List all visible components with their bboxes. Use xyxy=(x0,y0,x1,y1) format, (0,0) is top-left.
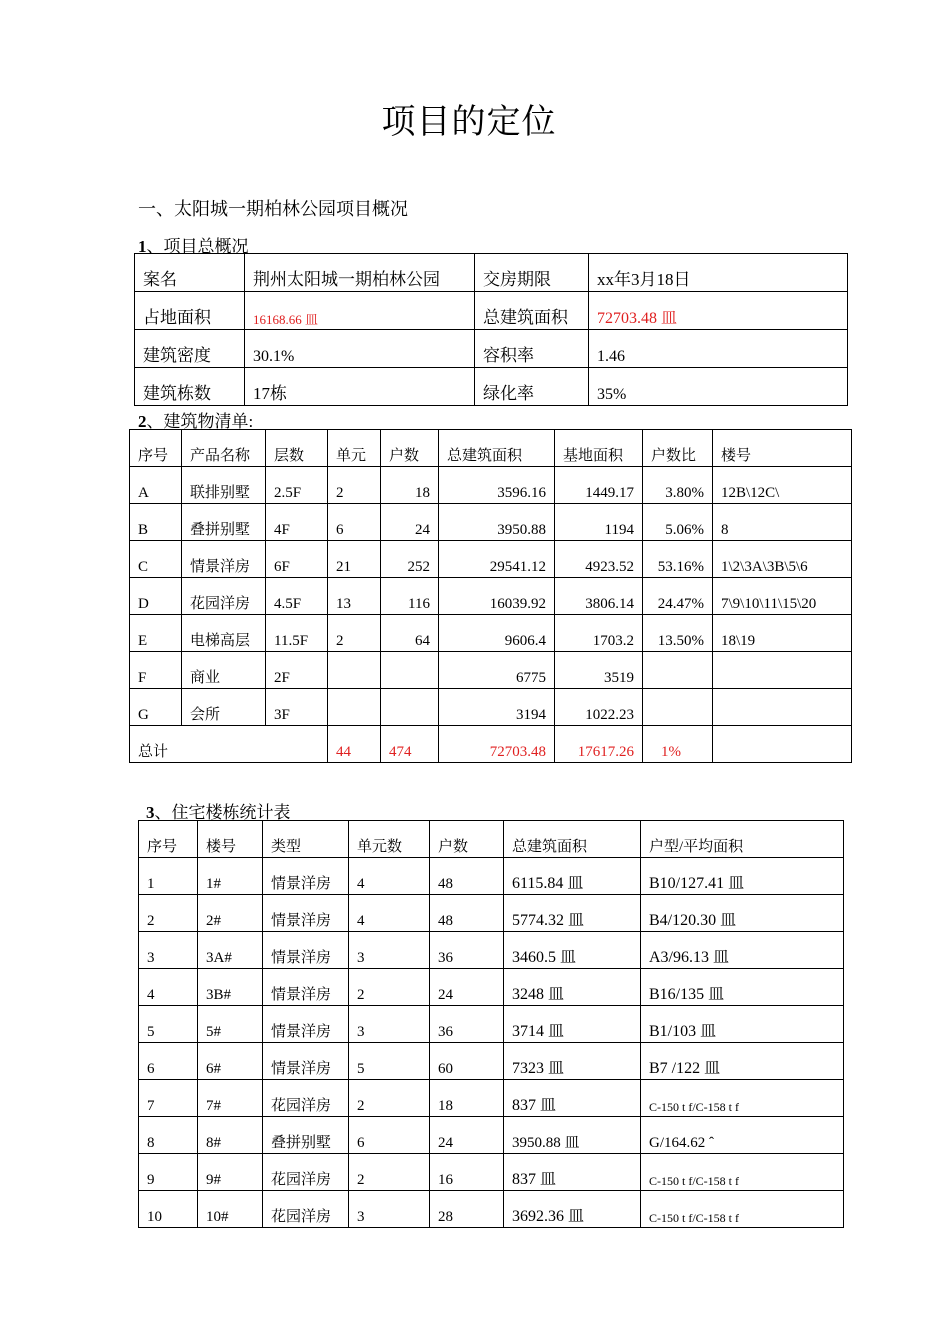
table-cell xyxy=(643,652,713,689)
table-cell: 48 xyxy=(430,858,504,895)
table-row xyxy=(139,1154,844,1191)
subsection-heading-residential: 3、住宅楼栋统计表 xyxy=(146,803,291,822)
table-cell: C-150 t f/C-158 t f xyxy=(641,1191,844,1228)
table-cell: 3 xyxy=(349,1191,430,1228)
table-cell: 5 xyxy=(139,1006,198,1043)
table-cell xyxy=(713,726,852,763)
table-cell: 8# xyxy=(198,1117,263,1154)
table-cell: B10/127.41 皿 xyxy=(641,858,844,895)
column-header: 总建筑面积 xyxy=(439,430,555,467)
table-cell: A xyxy=(130,467,182,504)
table-cell: 24 xyxy=(430,1117,504,1154)
table-cell: 6 xyxy=(139,1043,198,1080)
table-cell: 3F xyxy=(266,689,328,726)
table-cell: 1# xyxy=(198,858,263,895)
table-cell: 13.50% xyxy=(643,615,713,652)
table-cell: E xyxy=(130,615,182,652)
table-cell: 5 xyxy=(349,1043,430,1080)
table-cell: 24 xyxy=(430,969,504,1006)
table-total-row xyxy=(130,726,852,763)
table-cell: 53.16% xyxy=(643,541,713,578)
table-cell: 24 xyxy=(381,504,439,541)
table-cell: 11.5F xyxy=(266,615,328,652)
table-cell: 36 xyxy=(430,932,504,969)
table-cell: 44 xyxy=(328,726,381,763)
table-cell: 7# xyxy=(198,1080,263,1117)
table-header-row xyxy=(130,430,852,467)
table-cell: D xyxy=(130,578,182,615)
building-list-table xyxy=(129,429,852,763)
table-cell: 2# xyxy=(198,895,263,932)
column-header: 单元数 xyxy=(349,821,430,858)
residential-buildings-table xyxy=(138,820,844,1228)
table-cell: 叠拼别墅 xyxy=(263,1117,349,1154)
table-cell: 2.5F xyxy=(266,467,328,504)
table-cell: B4/120.30 皿 xyxy=(641,895,844,932)
table-cell: 36 xyxy=(430,1006,504,1043)
table-cell: 6 xyxy=(328,504,381,541)
table-row xyxy=(135,254,848,292)
table-cell: 5774.32 皿 xyxy=(504,895,641,932)
table-row xyxy=(135,330,848,368)
overview-label: 占地面积 xyxy=(135,292,245,330)
table-row xyxy=(139,1117,844,1154)
overview-value: 1.46 xyxy=(589,330,848,368)
table-cell: 7 xyxy=(139,1080,198,1117)
overview-label: 建筑密度 xyxy=(135,330,245,368)
table-cell: 2 xyxy=(139,895,198,932)
table-cell: 6# xyxy=(198,1043,263,1080)
table-cell: 3596.16 xyxy=(439,467,555,504)
table-cell: 28 xyxy=(430,1191,504,1228)
total-label: 总计 xyxy=(130,726,328,763)
table-cell: 3806.14 xyxy=(555,578,643,615)
table-row xyxy=(135,292,848,330)
table-cell: 花园洋房 xyxy=(263,1080,349,1117)
table-cell: 18 xyxy=(430,1080,504,1117)
table-cell: 3194 xyxy=(439,689,555,726)
table-cell: 1703.2 xyxy=(555,615,643,652)
overview-value: 荆州太阳城一期柏林公园 xyxy=(245,254,475,292)
table-cell: 2F xyxy=(266,652,328,689)
table-cell: 9 xyxy=(139,1154,198,1191)
table-cell: 3 xyxy=(349,1006,430,1043)
table-cell: 3460.5 皿 xyxy=(504,932,641,969)
column-header: 楼号 xyxy=(198,821,263,858)
table-cell: 1% xyxy=(643,726,713,763)
table-cell: 2 xyxy=(349,1080,430,1117)
table-cell: 16039.92 xyxy=(439,578,555,615)
table-cell: 5.06% xyxy=(643,504,713,541)
table-cell: 48 xyxy=(430,895,504,932)
table-row xyxy=(130,541,852,578)
table-row xyxy=(130,578,852,615)
table-cell: 9# xyxy=(198,1154,263,1191)
table-row xyxy=(139,1191,844,1228)
table-cell: 4 xyxy=(139,969,198,1006)
table-cell: 3692.36 皿 xyxy=(504,1191,641,1228)
table-cell: F xyxy=(130,652,182,689)
table-cell: 3248 皿 xyxy=(504,969,641,1006)
table-row xyxy=(139,932,844,969)
table-cell: 18\19 xyxy=(713,615,852,652)
table-cell xyxy=(328,652,381,689)
table-cell: 474 xyxy=(381,726,439,763)
table-cell: 会所 xyxy=(182,689,266,726)
table-cell: 13 xyxy=(328,578,381,615)
table-cell: 116 xyxy=(381,578,439,615)
column-header: 类型 xyxy=(263,821,349,858)
table-cell: 情景洋房 xyxy=(263,1006,349,1043)
table-cell: 电梯高层 xyxy=(182,615,266,652)
column-header: 单元 xyxy=(328,430,381,467)
table-row xyxy=(139,895,844,932)
table-row xyxy=(139,1080,844,1117)
table-cell: 10# xyxy=(198,1191,263,1228)
table-cell: 1022.23 xyxy=(555,689,643,726)
table-cell: 9606.4 xyxy=(439,615,555,652)
table-cell: 8 xyxy=(713,504,852,541)
table-cell: C-150 t f/C-158 t f xyxy=(641,1154,844,1191)
table-cell: 情景洋房 xyxy=(182,541,266,578)
table-cell: 花园洋房 xyxy=(182,578,266,615)
table-cell: 情景洋房 xyxy=(263,932,349,969)
table-cell: 8 xyxy=(139,1117,198,1154)
column-header: 楼号 xyxy=(713,430,852,467)
column-header: 户型/平均面积 xyxy=(641,821,844,858)
table-cell: 4923.52 xyxy=(555,541,643,578)
table-cell: 4F xyxy=(266,504,328,541)
table-row xyxy=(139,969,844,1006)
table-cell: C xyxy=(130,541,182,578)
table-cell xyxy=(381,652,439,689)
table-cell: 1\2\3A\3B\5\6 xyxy=(713,541,852,578)
overview-label: 总建筑面积 xyxy=(475,292,589,330)
table-row xyxy=(130,504,852,541)
section-heading: 一、太阳城一期柏林公园项目概况 xyxy=(138,199,408,219)
subsection-heading-overview: 1、项目总概况 xyxy=(138,237,249,256)
table-cell: 5# xyxy=(198,1006,263,1043)
table-cell: G/164.62 ˆ xyxy=(641,1117,844,1154)
table-row xyxy=(130,615,852,652)
table-cell: 3950.88 xyxy=(439,504,555,541)
table-cell: 24.47% xyxy=(643,578,713,615)
table-cell: B16/135 皿 xyxy=(641,969,844,1006)
overview-value: 35% xyxy=(589,368,848,406)
table-cell: 2 xyxy=(349,1154,430,1191)
subsection-heading-buildings: 2、建筑物清单: xyxy=(138,412,254,431)
table-cell: G xyxy=(130,689,182,726)
table-row xyxy=(139,1043,844,1080)
table-cell: 4 xyxy=(349,858,430,895)
table-cell: 837 皿 xyxy=(504,1080,641,1117)
table-cell: B1/103 皿 xyxy=(641,1006,844,1043)
table-cell: 18 xyxy=(381,467,439,504)
overview-label: 绿化率 xyxy=(475,368,589,406)
column-header: 序号 xyxy=(130,430,182,467)
overview-label: 建筑栋数 xyxy=(135,368,245,406)
table-cell: 联排别墅 xyxy=(182,467,266,504)
overview-label: 容积率 xyxy=(475,330,589,368)
overview-value: 72703.48 皿 xyxy=(589,292,848,330)
table-cell: 6F xyxy=(266,541,328,578)
table-cell: 72703.48 xyxy=(439,726,555,763)
table-cell: 60 xyxy=(430,1043,504,1080)
column-header: 产品名称 xyxy=(182,430,266,467)
table-cell: 12B\12C\ xyxy=(713,467,852,504)
column-header: 层数 xyxy=(266,430,328,467)
overview-label: 交房期限 xyxy=(475,254,589,292)
table-cell: 21 xyxy=(328,541,381,578)
table-cell: 4.5F xyxy=(266,578,328,615)
table-cell: B7 /122 皿 xyxy=(641,1043,844,1080)
table-cell: B xyxy=(130,504,182,541)
table-row xyxy=(139,1006,844,1043)
table-cell: 情景洋房 xyxy=(263,858,349,895)
table-cell: 2 xyxy=(328,467,381,504)
table-cell: 3A# xyxy=(198,932,263,969)
table-cell: 情景洋房 xyxy=(263,895,349,932)
table-cell: 3950.88 皿 xyxy=(504,1117,641,1154)
table-cell: 17617.26 xyxy=(555,726,643,763)
table-cell: 6 xyxy=(349,1117,430,1154)
table-cell: 2 xyxy=(328,615,381,652)
column-header: 总建筑面积 xyxy=(504,821,641,858)
table-cell: 1 xyxy=(139,858,198,895)
document-title: 项目的定位 xyxy=(381,104,557,141)
table-cell: 情景洋房 xyxy=(263,969,349,1006)
table-row xyxy=(139,858,844,895)
table-cell: 7323 皿 xyxy=(504,1043,641,1080)
table-cell: 3.80% xyxy=(643,467,713,504)
table-cell xyxy=(381,689,439,726)
column-header: 户数 xyxy=(381,430,439,467)
table-cell xyxy=(713,652,852,689)
table-cell: 29541.12 xyxy=(439,541,555,578)
table-row xyxy=(130,467,852,504)
table-cell: 7\9\10\11\15\20 xyxy=(713,578,852,615)
overview-value: 30.1% xyxy=(245,330,475,368)
table-cell: 6115.84 皿 xyxy=(504,858,641,895)
table-row xyxy=(135,368,848,406)
table-cell: 3B# xyxy=(198,969,263,1006)
table-cell: 1194 xyxy=(555,504,643,541)
table-cell: 2 xyxy=(349,969,430,1006)
table-cell: C-150 t f/C-158 t f xyxy=(641,1080,844,1117)
table-cell: A3/96.13 皿 xyxy=(641,932,844,969)
table-cell: 16 xyxy=(430,1154,504,1191)
table-cell: 商业 xyxy=(182,652,266,689)
table-header-row xyxy=(139,821,844,858)
table-cell: 3 xyxy=(349,932,430,969)
table-cell: 10 xyxy=(139,1191,198,1228)
column-header: 基地面积 xyxy=(555,430,643,467)
table-row xyxy=(130,652,852,689)
overview-value: 17栋 xyxy=(245,368,475,406)
table-cell: 64 xyxy=(381,615,439,652)
overview-label: 案名 xyxy=(135,254,245,292)
table-cell: 3519 xyxy=(555,652,643,689)
table-cell: 837 皿 xyxy=(504,1154,641,1191)
table-cell: 6775 xyxy=(439,652,555,689)
column-header: 户数比 xyxy=(643,430,713,467)
table-cell: 3714 皿 xyxy=(504,1006,641,1043)
table-cell xyxy=(643,689,713,726)
column-header: 序号 xyxy=(139,821,198,858)
table-row xyxy=(130,689,852,726)
table-cell: 花园洋房 xyxy=(263,1191,349,1228)
overview-value: xx年3月18日 xyxy=(589,254,848,292)
column-header: 户数 xyxy=(430,821,504,858)
overview-value: 16168.66 皿 xyxy=(245,292,475,330)
table-cell xyxy=(713,689,852,726)
table-cell: 4 xyxy=(349,895,430,932)
table-cell: 252 xyxy=(381,541,439,578)
table-cell: 叠拼别墅 xyxy=(182,504,266,541)
table-cell: 1449.17 xyxy=(555,467,643,504)
table-cell: 情景洋房 xyxy=(263,1043,349,1080)
table-cell: 3 xyxy=(139,932,198,969)
overview-table xyxy=(134,253,848,406)
table-cell xyxy=(328,689,381,726)
table-cell: 花园洋房 xyxy=(263,1154,349,1191)
